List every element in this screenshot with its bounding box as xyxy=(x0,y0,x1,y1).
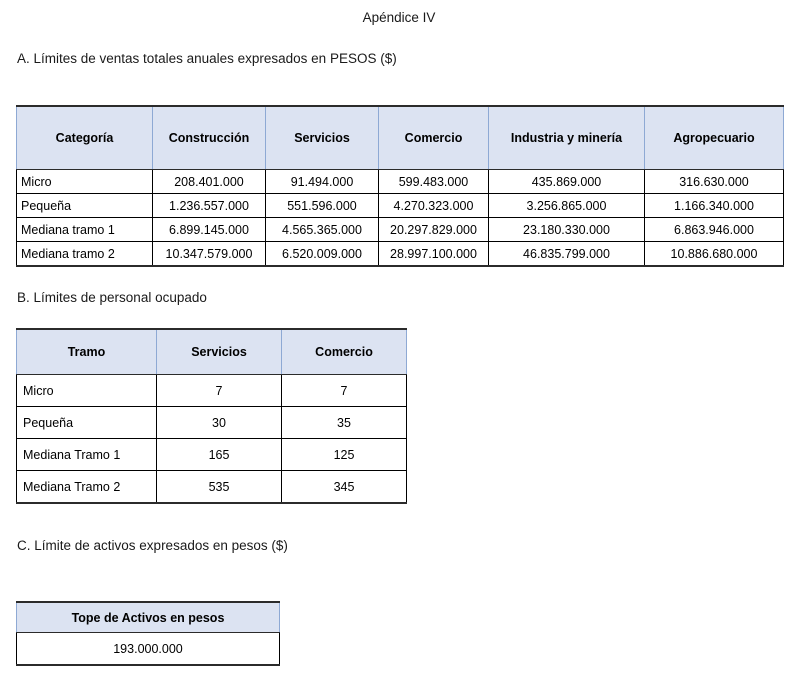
assets-limit-table xyxy=(16,601,280,666)
cell-industria: 435.869.000 xyxy=(489,170,645,194)
column-header-comercio: Comercio xyxy=(379,106,489,170)
cell-tramo: Mediana Tramo 1 xyxy=(17,439,157,471)
table-row xyxy=(17,242,784,267)
cell-servicios: 4.565.365.000 xyxy=(266,218,379,242)
cell-servicios: 7 xyxy=(157,375,282,407)
cell-tramo: Pequeña xyxy=(17,407,157,439)
table-row xyxy=(17,194,784,218)
cell-comercio: 4.270.323.000 xyxy=(379,194,489,218)
cell-industria: 3.256.865.000 xyxy=(489,194,645,218)
cell-comercio: 599.483.000 xyxy=(379,170,489,194)
table-header-row xyxy=(17,329,407,375)
column-header-servicios: Servicios xyxy=(266,106,379,170)
cell-categoria: Micro xyxy=(17,170,153,194)
column-header-comercio: Comercio xyxy=(282,329,407,375)
cell-tramo: Mediana Tramo 2 xyxy=(17,471,157,504)
cell-categoria: Pequeña xyxy=(17,194,153,218)
cell-servicios: 6.520.009.000 xyxy=(266,242,379,267)
section-b-heading: B. Límites de personal ocupado xyxy=(17,290,207,305)
cell-comercio: 125 xyxy=(282,439,407,471)
column-header-tope-activos: Tope de Activos en pesos xyxy=(17,602,280,633)
cell-comercio: 7 xyxy=(282,375,407,407)
cell-comercio: 28.997.100.000 xyxy=(379,242,489,267)
cell-comercio: 35 xyxy=(282,407,407,439)
table-row xyxy=(17,439,407,471)
cell-construccion: 1.236.557.000 xyxy=(153,194,266,218)
cell-comercio: 345 xyxy=(282,471,407,504)
column-header-agropecuario: Agropecuario xyxy=(645,106,784,170)
cell-comercio: 20.297.829.000 xyxy=(379,218,489,242)
section-a-heading: A. Límites de ventas totales anuales expresados en PESOS ($) xyxy=(17,51,397,66)
cell-agropecuario: 316.630.000 xyxy=(645,170,784,194)
cell-industria: 46.835.799.000 xyxy=(489,242,645,267)
section-c-heading: C. Límite de activos expresados en pesos ($) xyxy=(17,538,288,553)
column-header-categoria: Categoría xyxy=(17,106,153,170)
table-row xyxy=(17,218,784,242)
cell-tramo: Micro xyxy=(17,375,157,407)
column-header-servicios: Servicios xyxy=(157,329,282,375)
table-header-row xyxy=(17,106,784,170)
cell-agropecuario: 6.863.946.000 xyxy=(645,218,784,242)
cell-industria: 23.180.330.000 xyxy=(489,218,645,242)
cell-servicios: 551.596.000 xyxy=(266,194,379,218)
table-row xyxy=(17,471,407,504)
sales-limits-table xyxy=(16,105,784,267)
page-title: Apéndice IV xyxy=(362,10,436,25)
cell-construccion: 208.401.000 xyxy=(153,170,266,194)
table-row xyxy=(17,170,784,194)
table-header-row xyxy=(17,602,280,633)
cell-servicios: 535 xyxy=(157,471,282,504)
cell-servicios: 30 xyxy=(157,407,282,439)
table-row xyxy=(17,633,280,666)
cell-servicios: 165 xyxy=(157,439,282,471)
cell-categoria: Mediana tramo 1 xyxy=(17,218,153,242)
cell-servicios: 91.494.000 xyxy=(266,170,379,194)
table-row xyxy=(17,407,407,439)
cell-tope: 193.000.000 xyxy=(17,633,280,666)
table-row xyxy=(17,375,407,407)
cell-agropecuario: 1.166.340.000 xyxy=(645,194,784,218)
cell-construccion: 6.899.145.000 xyxy=(153,218,266,242)
cell-construccion: 10.347.579.000 xyxy=(153,242,266,267)
staff-limits-table xyxy=(16,328,407,504)
column-header-tramo: Tramo xyxy=(17,329,157,375)
column-header-construccion: Construcción xyxy=(153,106,266,170)
column-header-industria: Industria y minería xyxy=(489,106,645,170)
cell-agropecuario: 10.886.680.000 xyxy=(645,242,784,267)
cell-categoria: Mediana tramo 2 xyxy=(17,242,153,267)
